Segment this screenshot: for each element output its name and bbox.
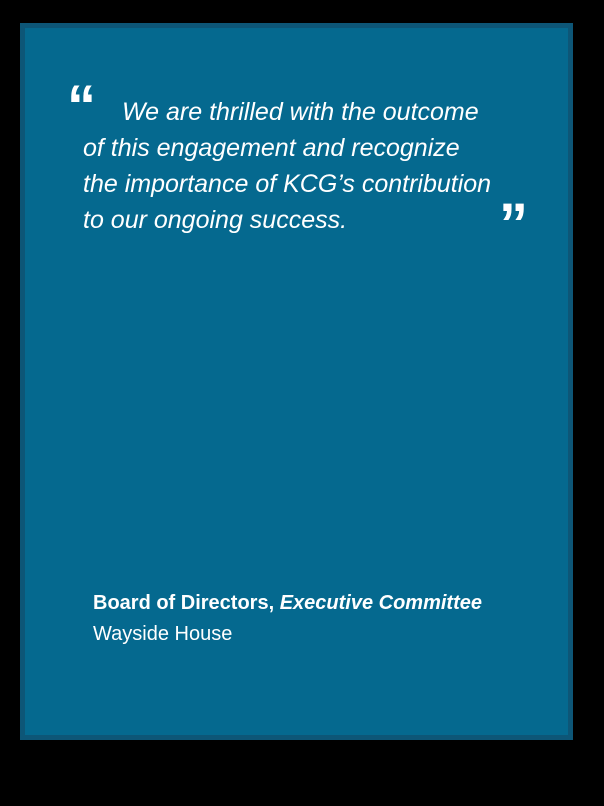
close-quote-icon: ” [499, 192, 526, 257]
attribution-line [93, 588, 482, 619]
quote-line: to our ongoing success. [83, 206, 348, 234]
quote-line: We are thrilled with the outcome [122, 98, 479, 126]
testimonial-card [20, 23, 573, 740]
quote-line: the importance of KCG’s contribution [83, 170, 492, 198]
quote-text [83, 94, 558, 238]
attribution-role: Executive Committee [279, 592, 482, 614]
open-quote-icon: “ [67, 74, 94, 139]
quote-line: of this engagement and recognize [83, 134, 460, 162]
attribution-organization: Wayside House [93, 623, 233, 645]
attribution-source: Board of Directors, [93, 592, 280, 614]
attribution [93, 588, 482, 650]
